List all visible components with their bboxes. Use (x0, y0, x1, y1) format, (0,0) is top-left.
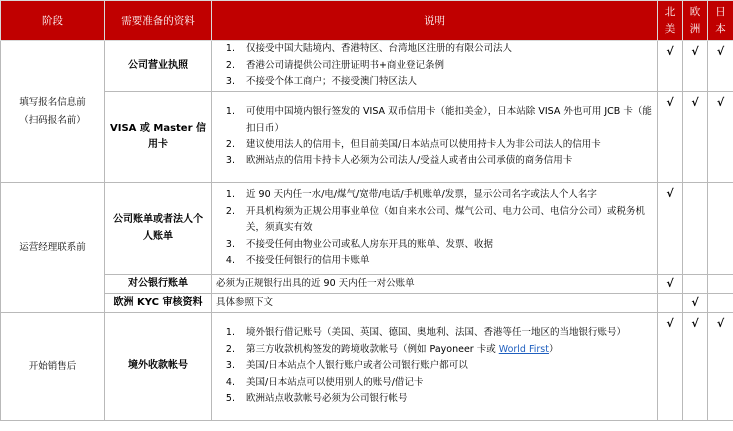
doc-business-license: 公司营业执照 (105, 41, 212, 92)
header-europe: 欧 洲 (683, 1, 708, 41)
check-mark: √ (683, 92, 708, 183)
desc-receiving-account (212, 313, 658, 421)
stage-register: 填写报名信息前 （扫码报名前） (1, 41, 105, 183)
header-north-america: 北 美 (658, 1, 683, 41)
check-mark: √ (708, 92, 733, 183)
check-mark: √ (658, 275, 683, 294)
list-item: 3. 不接受个体工商户；不接受澳门特区法人 (238, 74, 653, 90)
header-row (1, 1, 733, 41)
desc-bank-statement: 必须为正规银行出具的近 90 天内任一对公账单 (212, 275, 658, 294)
doc-credit-card: VISA 或 Master 信 用卡 (105, 92, 212, 183)
header-japan: 日 本 (708, 1, 733, 41)
list-item: 1. 近 90 天内任一水/电/煤气/宽带/电话/手机账单/发票，显示公司名字或法人个人名字 (238, 187, 653, 203)
doc-receiving-account: 境外收款帐号 (105, 313, 212, 421)
row-kyc (1, 294, 733, 313)
row-license (1, 41, 733, 92)
row-receiving-account (1, 313, 733, 421)
check-mark: √ (658, 183, 683, 275)
check-mark: √ (658, 313, 683, 421)
check-mark: √ (708, 313, 733, 421)
header-docs: 需要准备的资料 (105, 1, 212, 41)
list-item: 3. 美国/日本站点个人银行账户或者公司银行账户都可以 (238, 358, 653, 374)
world-first-link[interactable]: World First (498, 343, 549, 355)
list-item: 1. 仅接受中国大陆境内、香港特区、台湾地区注册的有限公司法人 (238, 41, 653, 57)
desc-business-license (212, 41, 658, 92)
check-mark: √ (658, 92, 683, 183)
stage-after-sales: 开始销售后 (1, 313, 105, 421)
desc-kyc: 具体参照下文 (212, 294, 658, 313)
list-item: 4. 不接受任何银行的信用卡账单 (238, 253, 653, 269)
doc-bill: 公司账单或者法人个 人账单 (105, 183, 212, 275)
desc-bill (212, 183, 658, 275)
list-item: 1. 境外银行借记账号（美国、英国、德国、奥地利、法国、香港等任一地区的当地银行账号） (238, 325, 653, 341)
list-item: 1. 可使用中国境内银行签发的 VISA 双币信用卡（能扣美金），日本站除 VISA 外也可用 JCB 卡（能扣日币） (238, 104, 653, 137)
list-item: 3. 欧洲站点的信用卡持卡人必须为公司法人/受益人或者由公司承债的商务信用卡 (238, 153, 653, 169)
stage-before-contact: 运营经理联系前 (1, 183, 105, 313)
list-item: 5. 欧洲站点收款帐号必须为公司银行帐号 (238, 391, 653, 407)
list-item: 4. 美国/日本站点可以使用别人的账号/借记卡 (238, 375, 653, 391)
list-item: 2. 第三方收款机构签发的跨境收款帐号（例如 Payoneer 卡或 World First） (238, 342, 653, 358)
list-item: 2. 建议使用法人的信用卡，但目前美国/日本站点可以使用持卡人为非公司法人的信用卡 (238, 137, 653, 153)
check-mark: √ (708, 41, 733, 92)
doc-kyc: 欧洲 KYC 审核资料 (105, 294, 212, 313)
desc-credit-card (212, 92, 658, 183)
check-mark: √ (683, 41, 708, 92)
check-mark: √ (683, 313, 708, 421)
list-item: 3. 不接受任何由物业公司或私人房东开具的账单、发票、收据 (238, 237, 653, 253)
doc-bank-statement: 对公银行账单 (105, 275, 212, 294)
row-bill (1, 183, 733, 275)
check-mark: √ (683, 294, 708, 313)
row-bank-statement (1, 275, 733, 294)
check-mark: √ (658, 41, 683, 92)
header-stage: 阶段 (1, 1, 105, 41)
row-credit-card (1, 92, 733, 183)
header-desc: 说明 (212, 1, 658, 41)
list-item: 2. 香港公司请提供公司注册证明书+商业登记条例 (238, 58, 653, 74)
list-item: 2. 开具机构须为正规公用事业单位（如自来水公司、煤气公司、电力公司、电信分公司）或税务机关，须真实有效 (238, 204, 653, 237)
